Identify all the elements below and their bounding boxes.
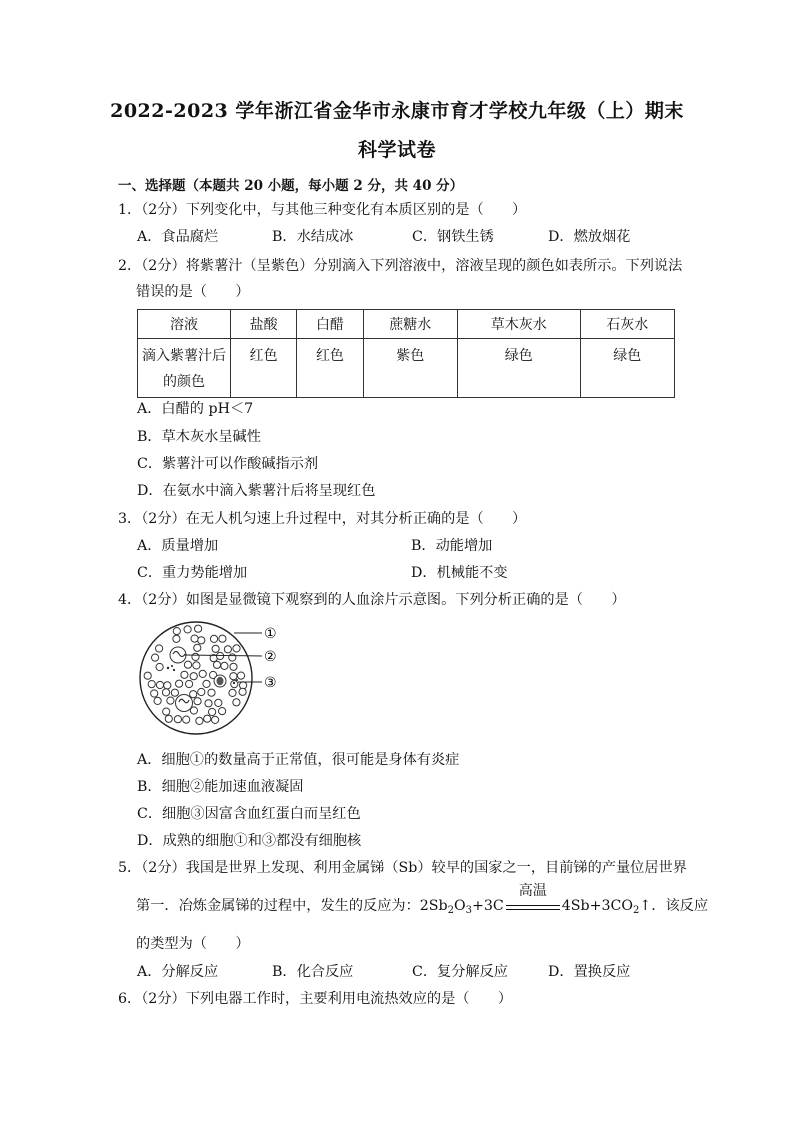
q3-option-b: B．动能增加 <box>411 538 493 554</box>
q5-text: 第一．冶炼金属锑的过程中，发生的反应为：2Sb <box>136 898 448 914</box>
q1-option-a: A．食品腐烂 <box>137 229 219 245</box>
q5-text: +3C <box>471 898 504 914</box>
red-blood-cell <box>163 708 170 715</box>
red-blood-cell <box>165 715 172 722</box>
red-blood-cell <box>171 689 178 696</box>
red-blood-cell <box>237 672 244 679</box>
q1-option-b: B．水结成冰 <box>272 229 354 245</box>
table-header-cell: 石灰水 <box>580 310 674 339</box>
indicator-table <box>137 309 675 398</box>
red-blood-cell <box>198 688 205 695</box>
red-blood-cell <box>239 688 246 695</box>
q2-stem-line2: 错误的是（ ） <box>136 284 250 300</box>
exam-subtitle: 科学试卷 <box>357 139 436 161</box>
table-header-cell: 蔗糖水 <box>363 310 457 339</box>
red-blood-cell <box>152 654 159 661</box>
q2-option-a: A．白醋的 pH＜7 <box>137 401 254 417</box>
q2-option-d: D．在氨水中滴入紫薯汁后将呈现红色 <box>137 483 376 499</box>
q5-stem-line2 <box>136 883 709 921</box>
table-cell: 红色 <box>231 339 297 398</box>
q1-option-d: D．燃放烟花 <box>548 229 631 245</box>
table-header-row <box>138 310 675 339</box>
table-header-cell: 白醋 <box>297 310 363 339</box>
red-blood-cell <box>192 653 199 660</box>
stained-cell <box>214 675 226 687</box>
red-blood-cell <box>205 700 212 707</box>
red-blood-cell <box>193 662 200 669</box>
red-blood-cell <box>174 716 181 723</box>
red-blood-cell <box>184 626 191 633</box>
table-cell: 红色 <box>297 339 363 398</box>
red-blood-cell <box>183 716 190 723</box>
table-header-cell: 溶液 <box>138 310 231 339</box>
red-blood-cell <box>209 708 216 715</box>
label-2: ② <box>264 649 277 665</box>
red-blood-cell <box>229 654 236 661</box>
red-blood-cell <box>194 698 201 705</box>
red-blood-cell <box>230 663 237 670</box>
subscript: 2 <box>447 905 454 916</box>
equals-bars <box>506 905 560 910</box>
red-blood-cell <box>190 691 197 698</box>
red-blood-cell <box>199 670 206 677</box>
q2-option-c: C．紫薯汁可以作酸碱指示剂 <box>137 456 319 472</box>
q4-option-b: B．细胞②能加速血液凝固 <box>137 779 304 795</box>
red-blood-cell <box>151 690 158 697</box>
table-cell: 绿色 <box>580 339 674 398</box>
red-blood-cell <box>181 671 188 678</box>
red-blood-cell <box>144 672 151 679</box>
red-blood-cell <box>154 697 161 704</box>
subscript: 2 <box>633 905 640 916</box>
red-blood-cell <box>194 644 201 651</box>
red-blood-cell <box>156 681 163 688</box>
q1-option-c: C．钢铁生锈 <box>412 229 494 245</box>
red-blood-cell <box>195 625 202 632</box>
table-header-cell: 盐酸 <box>231 310 297 339</box>
table-cell: 紫色 <box>363 339 457 398</box>
subscript: 3 <box>465 905 472 916</box>
red-blood-cell <box>176 680 183 687</box>
q3-stem: 3．（2分）在无人机匀速上升过程中，对其分析正确的是（ ） <box>118 511 527 527</box>
red-blood-cell <box>212 645 219 652</box>
q5-stem-line1: 5．（2分）我国是世界上发现、利用金属锑（Sb）较早的国家之一，目前锑的产量位居世界 <box>118 860 687 876</box>
section-heading: 一、选择题（本题共 20 小题，每小题 2 分，共 40 分） <box>118 178 464 194</box>
red-blood-cell <box>167 697 174 704</box>
blood-smear-diagram <box>138 620 298 740</box>
red-blood-cell <box>191 635 198 642</box>
red-blood-cell <box>233 699 240 706</box>
q5-stem-line3: 的类型为（ ） <box>136 936 250 952</box>
red-blood-cell <box>204 715 211 722</box>
red-blood-cell <box>184 661 191 668</box>
table-row <box>138 339 675 398</box>
q4-stem: 4．（2分）如图是显微镜下观察到的人血涂片示意图。下列分析正确的是（ ） <box>118 592 626 608</box>
red-blood-cell <box>224 646 231 653</box>
red-blood-cell <box>221 662 228 669</box>
red-blood-cell <box>186 680 193 687</box>
q6-stem: 6．（2分）下列电器工作时，主要利用电流热效应的是（ ） <box>118 991 513 1007</box>
red-blood-cell <box>229 689 236 696</box>
red-blood-cell <box>219 635 226 642</box>
white-blood-cell-1 <box>170 647 186 663</box>
red-blood-cell <box>173 628 180 635</box>
q3-option-a: A．质量增加 <box>137 538 219 554</box>
exam-title: 2022-2023 学年浙江省金华市永康市育才学校九年级（上）期末 <box>110 100 684 122</box>
q5-option-d: D．置换反应 <box>548 964 631 980</box>
q2-option-b: B．草木灰水呈碱性 <box>137 429 261 445</box>
red-blood-cell <box>164 682 171 689</box>
q5-text: O <box>453 898 466 914</box>
red-blood-cell <box>173 635 180 642</box>
red-blood-cell <box>196 717 203 724</box>
q4-option-d: D．成熟的细胞①和③都没有细胞核 <box>137 833 362 849</box>
red-blood-cell <box>230 673 237 680</box>
red-blood-cell <box>162 689 169 696</box>
red-blood-cell <box>233 645 240 652</box>
reaction-condition <box>504 883 562 916</box>
red-blood-cell <box>210 635 217 642</box>
red-blood-cell <box>156 663 163 670</box>
red-blood-cell <box>217 652 224 659</box>
label-1: ① <box>264 626 277 642</box>
q4-option-c: C．细胞③因富含血红蛋白而呈红色 <box>137 806 361 822</box>
white-blood-cell-2 <box>176 695 193 712</box>
red-blood-cell <box>190 673 197 680</box>
table-header-cell: 草木灰水 <box>458 310 581 339</box>
q3-option-c: C．重力势能增加 <box>137 565 248 581</box>
red-blood-cell <box>219 708 226 715</box>
q5-option-c: C．复分解反应 <box>412 964 508 980</box>
red-blood-cell <box>208 689 215 696</box>
red-blood-cell <box>198 637 205 644</box>
red-blood-cell <box>148 681 155 688</box>
q4-option-a: A．细胞①的数量高于正常值，很可能是身体有炎症 <box>137 752 460 768</box>
red-blood-cell <box>212 716 219 723</box>
red-blood-cell <box>215 699 222 706</box>
q5-option-a: A．分解反应 <box>137 964 219 980</box>
row-label-line2: 的颜色 <box>163 374 205 390</box>
table-row-label <box>138 339 231 398</box>
condition-text: 高温 <box>518 883 547 899</box>
red-blood-cell <box>231 681 238 688</box>
red-blood-cell <box>203 680 210 687</box>
table-cell: 绿色 <box>458 339 581 398</box>
q5-option-b: B．化合反应 <box>272 964 354 980</box>
q5-text: 4Sb+3CO <box>561 898 633 914</box>
red-blood-cell <box>213 661 220 668</box>
q3-option-d: D．机械能不变 <box>411 565 508 581</box>
q5-text: ↑．该反应 <box>639 898 709 914</box>
q1-stem: 1．（2分）下列变化中，与其他三种变化有本质区别的是（ ） <box>118 202 527 218</box>
q2-stem-line1: 2．（2分）将紫薯汁（呈紫色）分别滴入下列溶液中，溶液呈现的颜色如表所示。下列说法 <box>118 258 683 274</box>
red-blood-cell <box>156 645 163 652</box>
row-label-line1: 滴入紫薯汁后 <box>142 348 226 364</box>
label-3: ③ <box>264 675 277 691</box>
